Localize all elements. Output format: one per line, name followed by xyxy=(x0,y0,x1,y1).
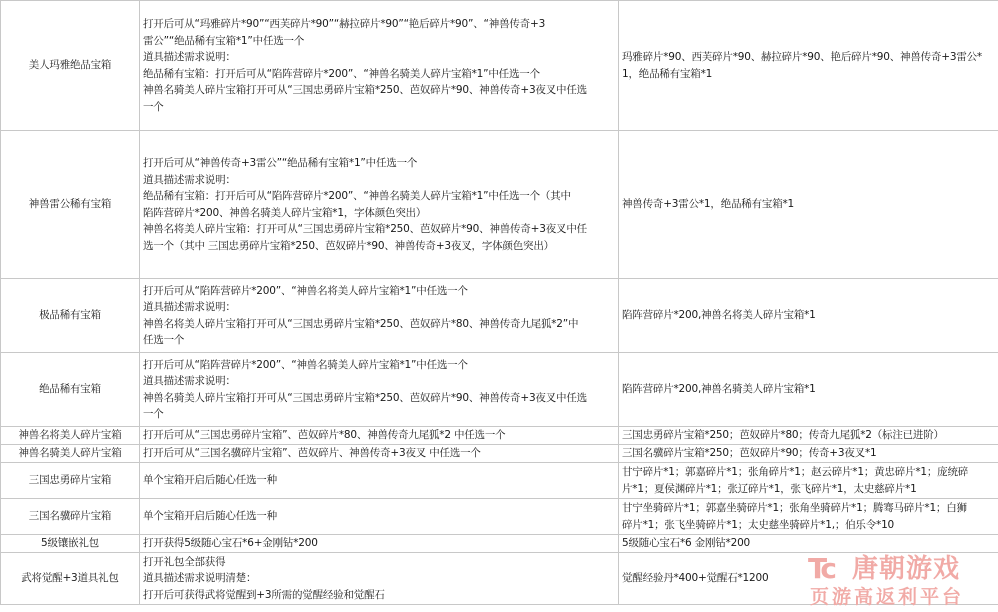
item-name: 美人玛雅绝品宝箱 xyxy=(1,1,140,131)
item-contents: 觉醒经验丹*400+觉醒石*1200 xyxy=(619,553,998,605)
item-contents xyxy=(619,463,998,499)
table-row xyxy=(1,499,998,535)
item-name: 神兽雷公稀有宝箱 xyxy=(1,131,140,279)
item-name: 5级镶嵌礼包 xyxy=(1,535,140,553)
description-line: 道具描述需求说明清楚： xyxy=(143,572,257,585)
table-row xyxy=(1,279,998,353)
description-line: 单个宝箱开启后随心任选一种 xyxy=(143,474,277,487)
description-line: 打开后可从“陷阵营碎片*200”、“神兽名骑美人碎片宝箱*1”中任选一个 xyxy=(143,358,468,371)
description-line: 神兽名骑美人碎片宝箱打开可从“三国忠勇碎片宝箱*250、芭奴碎片*90、神兽传奇+3夜叉中任选 xyxy=(143,84,587,96)
description-line: 选一个（其中 三国忠勇碎片宝箱*250、芭奴碎片*90、神兽传奇+3夜叉，字体颜色突出） xyxy=(143,239,554,252)
description-line: 道具描述需求说明： xyxy=(143,301,236,313)
contents-line: 片*1；夏侯渊碎片*1；张辽碎片*1，张飞碎片*1，太史慈碎片*1 xyxy=(622,482,917,495)
contents-line: 碎片*1；张飞坐骑碎片*1；太史慈坐骑碎片*1,；伯乐令*10 xyxy=(622,518,895,531)
description-line: 打开获得5级随心宝石*6+金刚钻*200 xyxy=(143,537,318,550)
description-line: 打开后可从“三国忠勇碎片宝箱”、芭奴碎片*80、神兽传奇九尾狐*2 中任选一个 xyxy=(143,429,506,442)
description-line: 神兽名将美人碎片宝箱打开可从“三国忠勇碎片宝箱*250、芭奴碎片*80、神兽传奇九尾狐*2”中 xyxy=(143,317,579,330)
table-row xyxy=(1,463,998,499)
description-line: 任选一个 xyxy=(143,334,185,346)
table-row xyxy=(1,535,998,553)
item-description xyxy=(140,427,619,445)
description-line: 雷公”“绝品稀有宝箱*1”中任选一个 xyxy=(143,34,305,47)
item-name: 武将觉醒+3道具礼包 xyxy=(1,553,140,605)
description-line: 单个宝箱开启后随心任选一种 xyxy=(143,510,277,523)
item-description xyxy=(140,131,619,279)
item-contents: 玛雅碎片*90、西芙碎片*90、赫拉碎片*90、艳后碎片*90、神兽传奇+3雷公*1，绝品稀有宝箱*1 xyxy=(619,1,998,131)
item-name: 神兽名将美人碎片宝箱 xyxy=(1,427,140,445)
watermark-logo: Tc xyxy=(808,552,834,585)
item-contents: 5级随心宝石*6 金刚钻*200 xyxy=(619,535,998,553)
item-contents: 三国名骥碎片宝箱*250；芭奴碎片*90；传奇+3夜叉*1 xyxy=(619,445,998,463)
item-name: 三国忠勇碎片宝箱 xyxy=(1,463,140,499)
description-line: 一个 xyxy=(143,408,164,420)
description-line: 道具描述需求说明： xyxy=(143,51,236,63)
table-row xyxy=(1,445,998,463)
item-description xyxy=(140,445,619,463)
contents-line: 甘宁碎片*1；郭嘉碎片*1；张角碎片*1；赵云碎片*1；黄忠碎片*1；庞统碎 xyxy=(622,466,969,478)
description-line: 打开后可从“玛雅碎片*90”“西芙碎片*90”“赫拉碎片*90”“艳后碎片*90”、“神兽传奇+3 xyxy=(143,18,546,30)
description-line: 神兽名骑美人碎片宝箱打开可从“三国忠勇碎片宝箱*250、芭奴碎片*90、神兽传奇+3夜叉中任选 xyxy=(143,391,587,404)
watermark xyxy=(808,552,992,610)
table-row xyxy=(1,427,998,445)
description-line: 打开礼包全部获得 xyxy=(143,555,226,568)
description-line: 打开后可从“陷阵营碎片*200”、“神兽名将美人碎片宝箱*1”中任选一个 xyxy=(143,284,468,297)
description-line: 神兽名将美人碎片宝箱：打开可从“三国忠勇碎片宝箱*250、芭奴碎片*90、神兽传奇+3夜叉中任 xyxy=(143,223,587,235)
contents-line: 甘宁坐骑碎片*1；郭嘉坐骑碎片*1；张角坐骑碎片*1；腾骞马碎片*1；白狮 xyxy=(622,502,967,514)
watermark-brand: 唐朝游戏 xyxy=(852,554,961,584)
description-line: 一个 xyxy=(143,100,164,113)
item-contents: 三国忠勇碎片宝箱*250；芭奴碎片*80；传奇九尾狐*2（标注已进阶） xyxy=(619,427,998,445)
item-description xyxy=(140,463,619,499)
description-line: 道具描述需求说明： xyxy=(143,173,236,186)
item-description xyxy=(140,499,619,535)
item-contents xyxy=(619,499,998,535)
item-description xyxy=(140,353,619,427)
item-description xyxy=(140,535,619,553)
watermark-slogan: 页游高返利平台 xyxy=(810,586,965,608)
item-contents: 神兽传奇+3雷公*1，绝品稀有宝箱*1 xyxy=(619,131,998,279)
item-name: 三国名骥碎片宝箱 xyxy=(1,499,140,535)
description-line: 打开后可从“神兽传奇+3雷公”“绝品稀有宝箱*1”中任选一个 xyxy=(143,157,418,169)
item-description xyxy=(140,553,619,605)
item-description xyxy=(140,279,619,353)
item-contents: 陷阵营碎片*200,神兽名骑美人碎片宝箱*1 xyxy=(619,353,998,427)
item-description xyxy=(140,1,619,131)
item-name: 极品稀有宝箱 xyxy=(1,279,140,353)
item-name: 绝品稀有宝箱 xyxy=(1,353,140,427)
table-row xyxy=(1,1,998,131)
description-line: 绝品稀有宝箱：打开后可从“陷阵营碎片*200”、“神兽名骑美人碎片宝箱*1”中任选一个 xyxy=(143,67,540,80)
description-line: 打开后可从“三国名骥碎片宝箱”、芭奴碎片、神兽传奇+3夜叉 中任选一个 xyxy=(143,447,481,460)
table-row xyxy=(1,353,998,427)
item-contents: 陷阵营碎片*200,神兽名将美人碎片宝箱*1 xyxy=(619,279,998,353)
table-row xyxy=(1,131,998,279)
item-name: 神兽名骑美人碎片宝箱 xyxy=(1,445,140,463)
description-line: 道具描述需求说明： xyxy=(143,375,236,387)
description-line: 打开后可获得武将觉醒到+3所需的觉醒经验和觉醒石 xyxy=(143,588,385,601)
description-line: 绝品稀有宝箱：打开后可从“陷阵营碎片*200”、“神兽名骑美人碎片宝箱*1”中任选一个（其中 xyxy=(143,190,571,202)
description-line: 陷阵营碎片*200、神兽名骑美人碎片宝箱*1，字体颜色突出） xyxy=(143,206,427,219)
